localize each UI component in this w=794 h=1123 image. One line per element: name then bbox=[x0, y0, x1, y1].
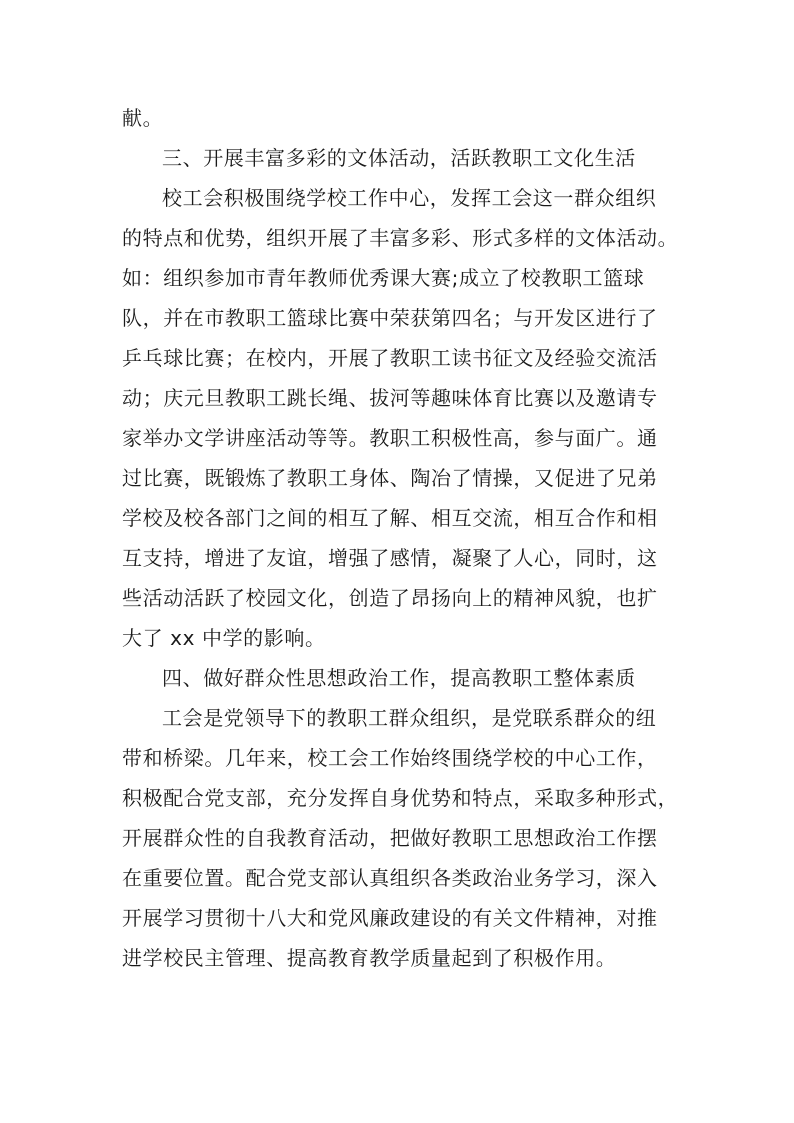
paragraph-line: 动；庆元旦教职工跳长绳、拔河等趣味体育比赛以及邀请专 bbox=[122, 386, 658, 410]
paragraph-line: 的特点和优势，组织开展了丰富多彩、形式多样的文体活动。 bbox=[122, 226, 679, 250]
paragraph-line: 积极配合党支部，充分发挥自身优势和特点，采取多种形式， bbox=[122, 786, 679, 810]
paragraph-line: 在重要位置。配合党支部认真组织各类政治业务学习，深入 bbox=[122, 866, 658, 890]
paragraph-line: 队，并在市教职工篮球比赛中荣获第四名；与开发区进行了 bbox=[122, 306, 658, 330]
paragraph-line: 家举办文学讲座活动等等。教职工积极性高，参与面广。通 bbox=[122, 426, 658, 450]
section-heading-4: 四、做好群众性思想政治工作，提高教职工整体素质 bbox=[162, 666, 636, 690]
paragraph-line: 进学校民主管理、提高教育教学质量起到了积极作用。 bbox=[122, 946, 617, 970]
paragraph-line: 学校及校各部门之间的相互了解、相互交流，相互合作和相 bbox=[122, 506, 658, 530]
paragraph-line: 开展学习贯彻十八大和党风廉政建设的有关文件精神，对推 bbox=[122, 906, 658, 930]
paragraph-line: 些活动活跃了校园文化，创造了昂扬向上的精神风貌，也扩 bbox=[122, 586, 658, 610]
paragraph-line: 带和桥梁。几年来，校工会工作始终围绕学校的中心工作， bbox=[122, 746, 658, 770]
text-line-continuation: 献。 bbox=[122, 106, 164, 130]
paragraph-line: 开展群众性的自我教育活动，把做好教职工思想政治工作摆 bbox=[122, 826, 658, 850]
paragraph-line: 工会是党领导下的教职工群众组织，是党联系群众的纽 bbox=[162, 706, 657, 730]
section-heading-3: 三、开展丰富多彩的文体活动，活跃教职工文化生活 bbox=[162, 146, 636, 170]
paragraph-line: 过比赛，既锻炼了教职工身体、陶冶了情操，又促进了兄弟 bbox=[122, 466, 658, 490]
paragraph-line: 校工会积极围绕学校工作中心，发挥工会这一群众组织 bbox=[162, 186, 657, 210]
paragraph-line: 如：组织参加市青年教师优秀课大赛;成立了校教职工篮球 bbox=[122, 266, 645, 290]
paragraph-line: 互支持，增进了友谊，增强了感情，凝聚了人心，同时，这 bbox=[122, 546, 658, 570]
paragraph-line: 大了 xx 中学的影响。 bbox=[122, 626, 326, 650]
paragraph-line: 乒乓球比赛；在校内，开展了教职工读书征文及经验交流活 bbox=[122, 346, 658, 370]
